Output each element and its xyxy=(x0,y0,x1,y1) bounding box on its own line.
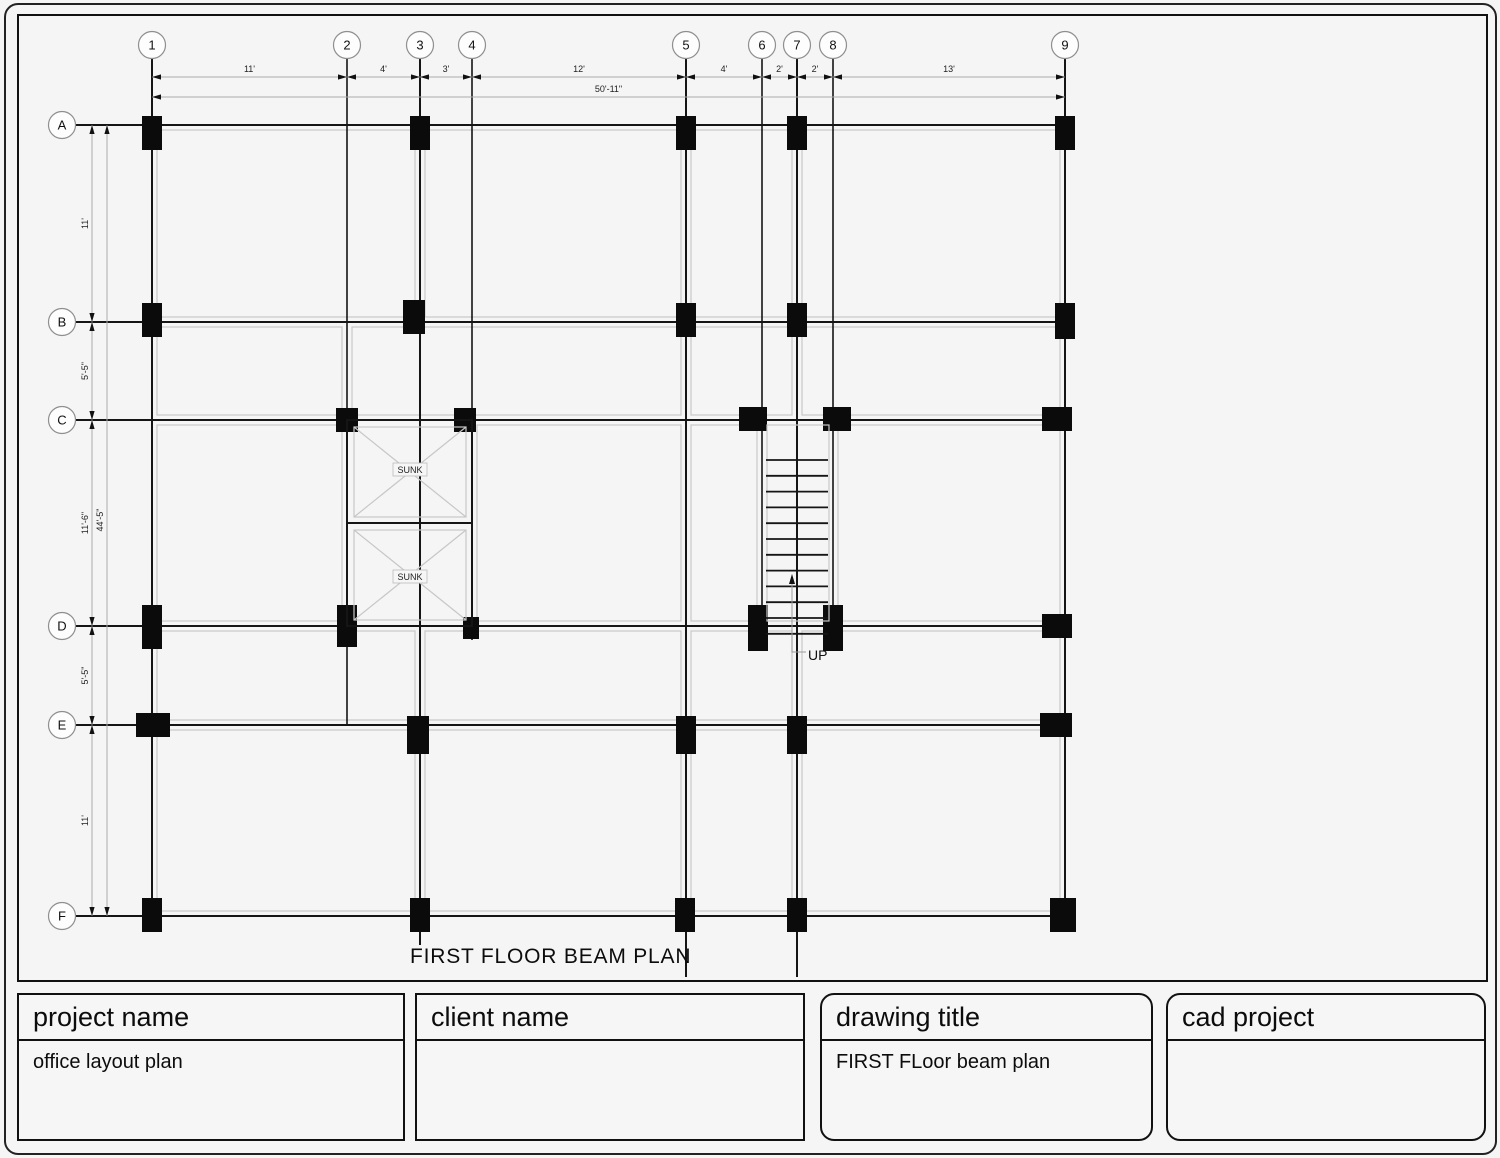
dim-label: 2' xyxy=(811,64,819,74)
dim-label: 11' xyxy=(80,217,90,230)
column-block xyxy=(1040,713,1072,737)
dimensions xyxy=(80,64,1065,916)
column-block xyxy=(142,303,162,337)
column-block xyxy=(787,116,807,150)
plan-title: FIRST FLOOR BEAM PLAN xyxy=(410,945,692,968)
titleblock-cad-project xyxy=(1166,993,1486,1141)
dim-label: 11' xyxy=(243,64,256,74)
grid-bubble-label: 2 xyxy=(343,37,351,53)
slab-panels xyxy=(157,130,1060,911)
grid-lines xyxy=(75,59,1066,978)
dim-label: 4' xyxy=(720,64,728,74)
column-block xyxy=(136,713,170,737)
dim-label: 11'-6" xyxy=(80,511,90,535)
column-block xyxy=(410,898,430,932)
grid-bubble-label: 1 xyxy=(148,37,156,53)
up-label: UP xyxy=(808,647,828,663)
cad-project-value xyxy=(1168,1041,1484,1061)
project-name-header: project name xyxy=(19,995,403,1041)
sunk-slab-area xyxy=(347,420,472,626)
column-block xyxy=(410,116,430,150)
sunk-label: SUNK xyxy=(397,572,423,582)
grid-bubble-label: C xyxy=(57,412,67,428)
column-block xyxy=(676,716,696,754)
dim-label-overall-height: 44'-5" xyxy=(95,508,105,532)
grid-bubble-label: E xyxy=(57,717,67,733)
column-block xyxy=(1042,407,1072,431)
column-block xyxy=(407,716,429,754)
titleblock-drawing-title xyxy=(820,993,1153,1141)
drawing-title-header: drawing title xyxy=(822,995,1151,1041)
column-block xyxy=(1050,898,1076,932)
grid-bubble-label: B xyxy=(57,314,67,330)
up-path-line xyxy=(792,580,806,652)
grid-bubble-label: D xyxy=(57,618,67,634)
dim-label: 3' xyxy=(442,64,450,74)
column-block xyxy=(1042,614,1072,638)
dim-label: 12' xyxy=(573,64,585,74)
grid-bubble-label: 7 xyxy=(793,37,801,53)
column-block xyxy=(142,116,162,150)
client-name-value xyxy=(417,1041,803,1061)
grid-bubble-label: 4 xyxy=(468,37,476,53)
dim-label: 13' xyxy=(943,64,955,74)
column-block xyxy=(142,898,162,932)
grid-bubble-label: 6 xyxy=(758,37,766,53)
column-block xyxy=(1055,116,1075,150)
titleblock-project xyxy=(17,993,405,1141)
grid-bubble-label: F xyxy=(58,908,66,924)
column-block xyxy=(676,303,696,337)
column-block xyxy=(142,605,162,649)
column-block xyxy=(748,605,768,651)
column-block xyxy=(823,407,851,431)
grid-bubble-label: 5 xyxy=(682,37,690,53)
dim-label-overall-width: 50'-11" xyxy=(594,84,623,94)
grid-bubble-label: A xyxy=(57,117,67,133)
structural-columns xyxy=(136,116,1076,932)
dim-label: 4' xyxy=(380,64,387,74)
column-block xyxy=(787,898,807,932)
dim-label: 2' xyxy=(776,64,783,74)
column-block xyxy=(676,116,696,150)
project-name-value: office layout plan xyxy=(33,1051,183,1073)
drawing-title-value: FIRST FLoor beam plan xyxy=(836,1051,1051,1073)
titleblock-client xyxy=(415,993,805,1141)
dim-label: 5'-5" xyxy=(80,666,90,685)
column-block xyxy=(403,300,425,334)
grid-bubble-label: 9 xyxy=(1061,37,1069,53)
column-block xyxy=(1055,303,1075,339)
column-block xyxy=(823,605,843,651)
column-block xyxy=(787,716,807,754)
grid-bubble-label: 3 xyxy=(416,37,424,53)
column-block xyxy=(739,407,767,431)
cad-project-header: cad project xyxy=(1168,995,1484,1041)
column-block xyxy=(787,303,807,337)
sunk-label: SUNK xyxy=(397,465,423,475)
dim-label: 11' xyxy=(80,814,90,827)
client-name-header: client name xyxy=(417,995,803,1041)
up-arrow-icon xyxy=(789,574,795,584)
grid-bubble-label: 8 xyxy=(829,37,837,53)
grid-bubbles xyxy=(49,32,1079,930)
column-block xyxy=(675,898,695,932)
dim-label: 5'-5" xyxy=(80,362,90,380)
